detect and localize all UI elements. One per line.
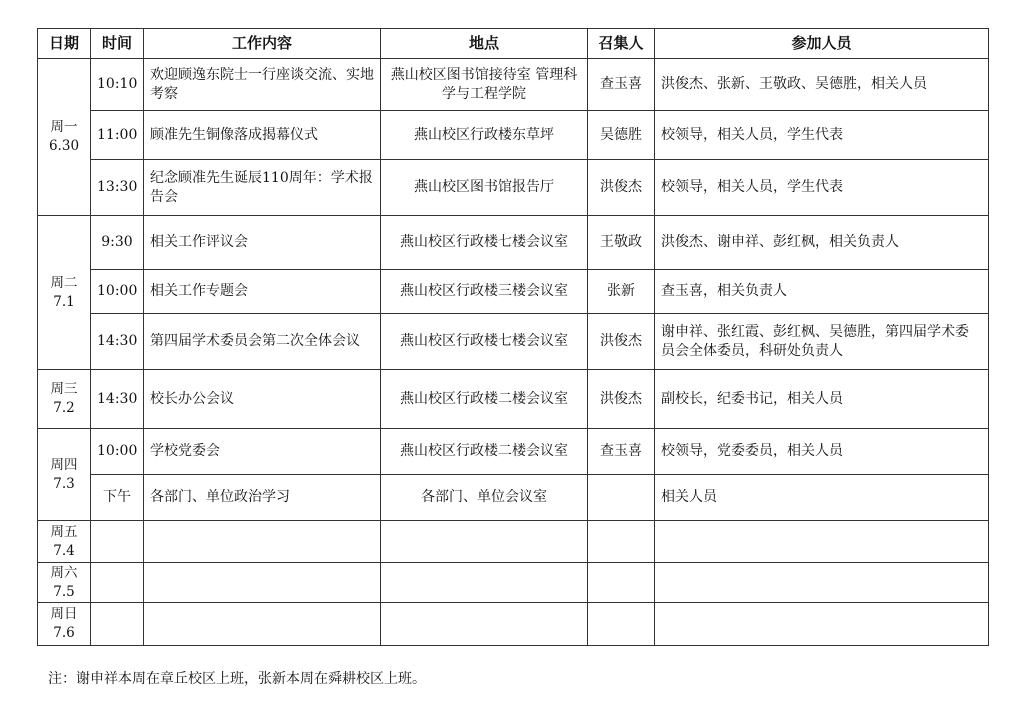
table-row — [38, 475, 989, 521]
content-cell: 各部门、单位政治学习 — [144, 475, 381, 521]
convener-cell: 王敬政 — [588, 216, 655, 270]
time-cell: 10:00 — [91, 429, 144, 475]
content-cell: 相关工作评议会 — [144, 216, 381, 270]
table-row — [38, 521, 989, 563]
date-cell — [38, 59, 91, 216]
convener-cell: 查玉喜 — [588, 429, 655, 475]
time-cell: 11:00 — [91, 111, 144, 160]
convener-cell: 吴德胜 — [588, 111, 655, 160]
table-row — [38, 59, 989, 111]
time-cell: 10:10 — [91, 59, 144, 111]
content-cell: 欢迎顾逸东院士一行座谈交流、实地考察 — [144, 59, 381, 111]
empty-cell — [91, 603, 144, 646]
content-cell: 纪念顾准先生诞辰110周年：学术报告会 — [144, 160, 381, 216]
convener-cell: 查玉喜 — [588, 59, 655, 111]
header-row — [38, 29, 989, 59]
attendees-cell: 谢申祥、张红霞、彭红枫、吴德胜，第四届学术委员会全体委员，科研处负责人 — [655, 314, 989, 370]
empty-cell — [655, 563, 989, 603]
weekday-label: 周五 — [50, 523, 78, 540]
time-cell: 下午 — [91, 475, 144, 521]
header-location: 地点 — [381, 29, 588, 59]
convener-cell: 张新 — [588, 270, 655, 314]
weekday-label: 周一 — [50, 119, 78, 135]
location-cell: 燕山校区图书馆报告厅 — [381, 160, 588, 216]
empty-cell — [655, 521, 989, 563]
date-label: 7.3 — [53, 475, 75, 492]
time-cell: 14:30 — [91, 370, 144, 429]
table-row — [38, 111, 989, 160]
table-row — [38, 563, 989, 603]
header-convener: 召集人 — [588, 29, 655, 59]
attendees-cell: 相关人员 — [655, 475, 989, 521]
table-row — [38, 603, 989, 646]
table-row — [38, 160, 989, 216]
table-row — [38, 370, 989, 429]
location-cell: 燕山校区行政楼七楼会议室 — [381, 314, 588, 370]
date-label: 7.4 — [53, 542, 75, 559]
attendees-cell: 查玉喜，相关负责人 — [655, 270, 989, 314]
attendees-cell: 洪俊杰、谢申祥、彭红枫，相关负责人 — [655, 216, 989, 270]
weekday-label: 周四 — [50, 456, 78, 473]
convener-cell: 洪俊杰 — [588, 370, 655, 429]
empty-cell — [588, 603, 655, 646]
date-label: 7.1 — [53, 293, 75, 310]
convener-cell — [588, 475, 655, 521]
empty-cell — [381, 603, 588, 646]
empty-cell — [144, 603, 381, 646]
date-cell — [38, 370, 91, 429]
table-row — [38, 429, 989, 475]
schedule-table — [37, 28, 989, 646]
location-cell: 燕山校区行政楼三楼会议室 — [381, 270, 588, 314]
date-cell — [38, 521, 91, 563]
date-cell — [38, 563, 91, 603]
table-row — [38, 270, 989, 314]
header-content: 工作内容 — [144, 29, 381, 59]
date-cell — [38, 216, 91, 370]
location-cell: 燕山校区行政楼二楼会议室 — [381, 429, 588, 475]
date-label: 7.2 — [53, 400, 75, 416]
date-label: 6.30 — [48, 138, 80, 154]
location-cell: 燕山校区行政楼东草坪 — [381, 111, 588, 160]
time-cell: 13:30 — [91, 160, 144, 216]
content-cell: 顾准先生铜像落成揭幕仪式 — [144, 111, 381, 160]
attendees-cell: 校领导，相关人员，学生代表 — [655, 111, 989, 160]
weekday-label: 周日 — [50, 606, 78, 622]
empty-cell — [588, 563, 655, 603]
empty-cell — [91, 521, 144, 563]
weekday-label: 周三 — [50, 381, 78, 397]
location-cell: 燕山校区行政楼七楼会议室 — [381, 216, 588, 270]
empty-cell — [381, 521, 588, 563]
content-cell: 学校党委会 — [144, 429, 381, 475]
attendees-cell: 校领导，党委委员，相关人员 — [655, 429, 989, 475]
time-cell: 10:00 — [91, 270, 144, 314]
date-label: 7.5 — [53, 583, 75, 600]
header-date: 日期 — [38, 29, 91, 59]
location-cell: 各部门、单位会议室 — [381, 475, 588, 521]
attendees-cell: 副校长，纪委书记，相关人员 — [655, 370, 989, 429]
content-cell: 校长办公会议 — [144, 370, 381, 429]
weekday-label: 周二 — [50, 274, 78, 291]
attendees-cell: 洪俊杰、张新、王敬政、吴德胜，相关人员 — [655, 59, 989, 111]
location-cell: 燕山校区行政楼二楼会议室 — [381, 370, 588, 429]
content-cell: 相关工作专题会 — [144, 270, 381, 314]
date-cell — [38, 429, 91, 521]
date-cell — [38, 603, 91, 646]
table-row — [38, 216, 989, 270]
empty-cell — [588, 521, 655, 563]
footnote: 注：谢申祥本周在章丘校区上班，张新本周在舜耕校区上班。 — [48, 671, 426, 687]
convener-cell: 洪俊杰 — [588, 160, 655, 216]
empty-cell — [381, 563, 588, 603]
empty-cell — [655, 603, 989, 646]
date-label: 7.6 — [53, 625, 75, 641]
header-time: 时间 — [91, 29, 144, 59]
header-attendees: 参加人员 — [655, 29, 989, 59]
time-cell: 14:30 — [91, 314, 144, 370]
weekday-label: 周六 — [50, 564, 78, 581]
table-row — [38, 314, 989, 370]
empty-cell — [144, 521, 381, 563]
time-cell: 9:30 — [91, 216, 144, 270]
location-cell: 燕山校区图书馆接待室 管理科学与工程学院 — [381, 59, 588, 111]
convener-cell: 洪俊杰 — [588, 314, 655, 370]
content-cell: 第四届学术委员会第二次全体会议 — [144, 314, 381, 370]
empty-cell — [144, 563, 381, 603]
attendees-cell: 校领导，相关人员，学生代表 — [655, 160, 989, 216]
empty-cell — [91, 563, 144, 603]
